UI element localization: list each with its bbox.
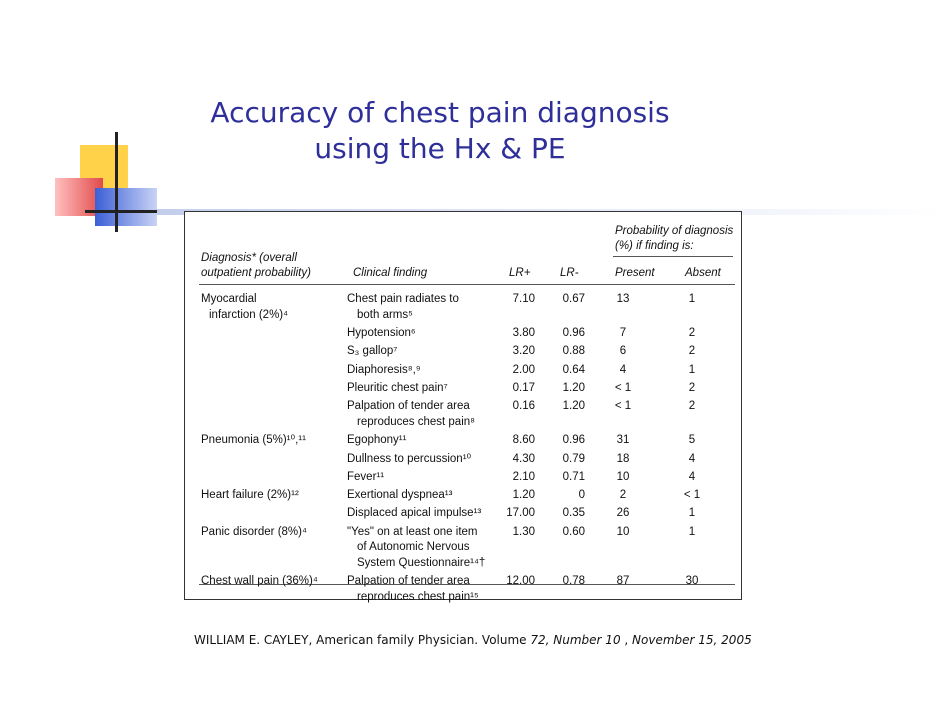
row-12-lr-minus: 0.78	[562, 575, 585, 588]
header-lr-plus: LR+	[509, 267, 531, 279]
slide-title-line-2: using the Hx & PE	[314, 132, 566, 165]
group-header-line-2: (%) if finding is:	[615, 240, 694, 252]
row-11-finding-line-0: "Yes" on at least one item	[347, 525, 478, 538]
row-4-absent: 2	[688, 381, 696, 394]
row-12-absent: 30	[685, 575, 699, 588]
row-9-absent: < 1	[683, 489, 701, 502]
row-5-finding-line-0: Palpation of tender area	[347, 400, 470, 413]
citation-date: November 15, 2005	[632, 633, 752, 647]
row-1-finding-line-0: Hypotension⁶	[347, 327, 416, 339]
row-7-absent: 4	[688, 452, 696, 465]
decor-blue-square	[95, 188, 157, 226]
row-11-present: 10	[616, 525, 630, 538]
row-6-finding-line-0: Egophony¹¹	[347, 434, 407, 447]
row-10-absent: 1	[688, 507, 696, 520]
row-10-finding-line-0: Displaced apical impulse¹³	[347, 507, 482, 520]
row-3-present: 4	[619, 363, 627, 376]
row-3-absent: 1	[688, 363, 696, 376]
row-5-lr-minus: 1.20	[562, 400, 585, 413]
header-diagnosis-line-1: Diagnosis* (overall	[201, 252, 297, 264]
row-8-present: 10	[616, 470, 630, 483]
row-4-present: < 1	[614, 381, 632, 394]
group-header-line-1: Probability of diagnosis	[615, 225, 734, 237]
row-5-present: < 1	[614, 400, 632, 413]
row-11-diagnosis-line-0: Panic disorder (8%)⁴	[201, 525, 307, 538]
slide-title-line-1: Accuracy of chest pain diagnosis	[210, 96, 670, 129]
row-2-finding-line-0: S₃ gallop⁷	[347, 345, 398, 358]
row-10-present: 26	[616, 507, 630, 520]
row-2-lr-minus: 0.88	[562, 345, 585, 358]
row-3-lr-plus: 2.00	[512, 363, 535, 376]
row-6-lr-minus: 0.96	[562, 434, 585, 447]
row-6-absent: 5	[688, 434, 696, 447]
row-8-absent: 4	[688, 470, 696, 483]
row-7-present: 18	[616, 452, 630, 465]
row-9-present: 2	[619, 489, 627, 502]
accuracy-table	[184, 211, 742, 604]
citation	[194, 633, 752, 647]
row-10-lr-minus: 0.35	[562, 507, 585, 520]
group-header-rule	[613, 256, 733, 257]
row-5-finding-line-1: reproduces chest pain⁸	[357, 415, 476, 428]
row-12-lr-plus: 12.00	[506, 575, 535, 588]
row-7-finding-line-0: Dullness to percussion¹⁰	[347, 452, 472, 465]
row-11-absent: 1	[688, 525, 696, 538]
row-3-lr-minus: 0.64	[562, 363, 585, 376]
row-0-finding-line-0: Chest pain radiates to	[347, 293, 459, 305]
row-4-lr-plus: 0.17	[512, 381, 535, 394]
row-9-finding-line-0: Exertional dyspnea¹³	[347, 489, 453, 502]
row-0-lr-plus: 7.10	[512, 293, 535, 305]
row-8-lr-minus: 0.71	[562, 470, 585, 483]
row-5-lr-plus: 0.16	[512, 400, 535, 413]
row-12-finding-line-0: Palpation of tender area	[347, 575, 470, 588]
row-10-lr-plus: 17.00	[506, 507, 535, 520]
row-11-lr-plus: 1.30	[512, 525, 535, 538]
row-6-lr-plus: 8.60	[512, 434, 535, 447]
row-6-present: 31	[616, 434, 630, 447]
row-0-finding-line-1: both arms⁵	[357, 308, 413, 321]
row-0-absent: 1	[688, 293, 696, 305]
header-lr-minus: LR-	[560, 267, 579, 279]
row-1-present: 7	[619, 327, 627, 339]
row-11-finding-line-2: System Questionnaire¹⁴†	[357, 557, 486, 570]
header-absent: Absent	[685, 267, 721, 279]
row-12-finding-line-1: reproduces chest pain¹⁵	[357, 591, 479, 604]
row-2-present: 6	[619, 345, 627, 358]
row-8-lr-plus: 2.10	[512, 470, 535, 483]
header-clinical-finding: Clinical finding	[353, 267, 428, 279]
row-12-present: 87	[616, 575, 630, 588]
row-11-lr-minus: 0.60	[562, 525, 585, 538]
row-11-finding-line-1: of Autonomic Nervous	[357, 541, 470, 554]
citation-separator: ,	[620, 633, 633, 647]
citation-text: WILLIAM E. CAYLEY, American family Physician. Volume	[194, 633, 531, 647]
row-3-finding-line-0: Diaphoresis⁸,⁹	[347, 363, 421, 376]
row-9-lr-plus: 1.20	[512, 489, 535, 502]
row-1-lr-minus: 0.96	[562, 327, 585, 339]
row-7-lr-plus: 4.30	[512, 452, 535, 465]
row-8-finding-line-0: Fever¹¹	[347, 470, 385, 483]
row-0-present: 13	[616, 293, 630, 305]
row-2-lr-plus: 3.20	[512, 345, 535, 358]
row-1-absent: 2	[688, 327, 696, 339]
header-present: Present	[615, 267, 655, 279]
row-1-lr-plus: 3.80	[512, 327, 535, 339]
row-12-diagnosis-line-0: Chest wall pain (36%)⁴	[201, 575, 318, 588]
row-0-diagnosis-line-1: infarction (2%)⁴	[209, 308, 289, 321]
row-4-lr-minus: 1.20	[562, 381, 585, 394]
citation-volume: 72, Number 10	[530, 633, 621, 647]
row-9-diagnosis-line-0: Heart failure (2%)¹²	[201, 489, 299, 502]
slide-title	[155, 95, 725, 167]
row-6-diagnosis-line-0: Pneumonia (5%)¹⁰,¹¹	[201, 434, 306, 447]
header-rule	[199, 284, 735, 285]
row-5-absent: 2	[688, 400, 696, 413]
row-4-finding-line-0: Pleuritic chest pain⁷	[347, 381, 448, 394]
decor-horizontal-line	[85, 210, 159, 213]
row-0-diagnosis-line-0: Myocardial	[201, 293, 257, 305]
row-7-lr-minus: 0.79	[562, 452, 585, 465]
decor-vertical-line	[115, 132, 118, 232]
row-0-lr-minus: 0.67	[562, 293, 585, 305]
header-diagnosis-line-2: outpatient probability)	[201, 267, 311, 279]
row-9-lr-minus: 0	[578, 489, 585, 502]
row-2-absent: 2	[688, 345, 696, 358]
